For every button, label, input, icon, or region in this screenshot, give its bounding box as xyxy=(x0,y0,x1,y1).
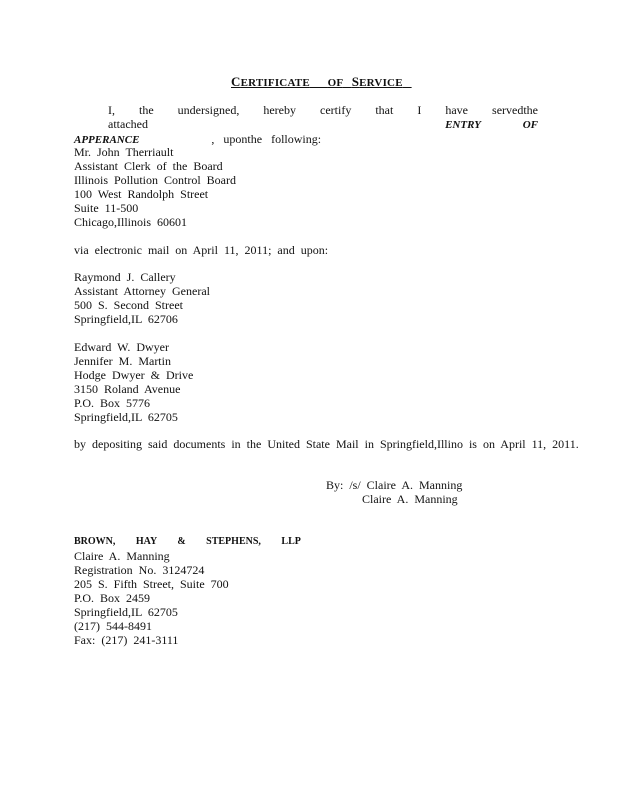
firm-line: Fax: (217) 241-3111 xyxy=(74,633,179,647)
address-line: 100 West Randolph Street xyxy=(74,187,209,201)
intro-lead: I, the undersigned, hereby certify that I have servedthe attached xyxy=(108,103,538,131)
firm-line: (217) 544-8491 xyxy=(74,619,152,633)
deposit-line: by depositing said documents in the United State Mail in Springfield,Illino is on April 11, 2011. xyxy=(74,437,579,451)
title-c-initial: C xyxy=(231,74,241,89)
address-line: Assistant Clerk of the Board xyxy=(74,159,223,173)
firm-line: Springfield,IL 62705 xyxy=(74,605,178,619)
firm-line: Claire A. Manning xyxy=(74,549,170,563)
intro-first-line xyxy=(74,103,538,132)
recipient-address-2 xyxy=(74,270,210,326)
address-line: Springfield,IL 62706 xyxy=(74,312,178,326)
signature-by-line: By: /s/ Claire A. Manning xyxy=(326,478,463,492)
address-line: Illinois Pollution Control Board xyxy=(74,173,237,187)
recipient-address-1 xyxy=(74,145,236,229)
title-s-rest: ERVICE xyxy=(359,77,403,89)
title-of: OF xyxy=(327,77,343,89)
address-line: Raymond J. Callery xyxy=(74,270,176,284)
signature-name-line: Claire A. Manning xyxy=(362,492,458,506)
service-method-line: via electronic mail on April 11, 2011; and upon: xyxy=(74,243,329,257)
address-line: Assistant Attorney General xyxy=(74,284,210,298)
title-c-rest: ERTIFICATE xyxy=(240,77,310,89)
address-line: Chicago,Illinois 60601 xyxy=(74,215,187,229)
address-line: Mr. John Therriault xyxy=(74,145,174,159)
address-line: Suite 11-500 xyxy=(74,201,139,215)
address-line: Hodge Dwyer & Drive xyxy=(74,368,194,382)
firm-line: Registration No. 3124724 xyxy=(74,563,205,577)
firm-block xyxy=(74,535,301,647)
address-line: 500 S. Second Street xyxy=(74,298,183,312)
firm-line: 205 S. Fifth Street, Suite 700 xyxy=(74,577,229,591)
intro-apperance: APPERANCE xyxy=(74,134,140,146)
firm-name: BROWN, HAY & STEPHENS, LLP xyxy=(74,536,301,547)
address-line: Edward W. Dwyer xyxy=(74,340,169,354)
recipient-address-3 xyxy=(74,340,193,424)
address-line: Springfield,IL 62705 xyxy=(74,410,178,424)
document-title xyxy=(231,74,403,90)
title-s-initial: S xyxy=(351,74,360,89)
address-line: Jennifer M. Martin xyxy=(74,354,171,368)
signature-block xyxy=(326,478,462,506)
intro-entry-of: ENTRY OF xyxy=(445,119,538,131)
intro-paragraph xyxy=(74,103,538,147)
address-line: 3150 Roland Avenue xyxy=(74,382,181,396)
firm-line: P.O. Box 2459 xyxy=(74,591,151,605)
address-line: P.O. Box 5776 xyxy=(74,396,151,410)
intro-tail: , uponthe following: xyxy=(211,132,322,146)
